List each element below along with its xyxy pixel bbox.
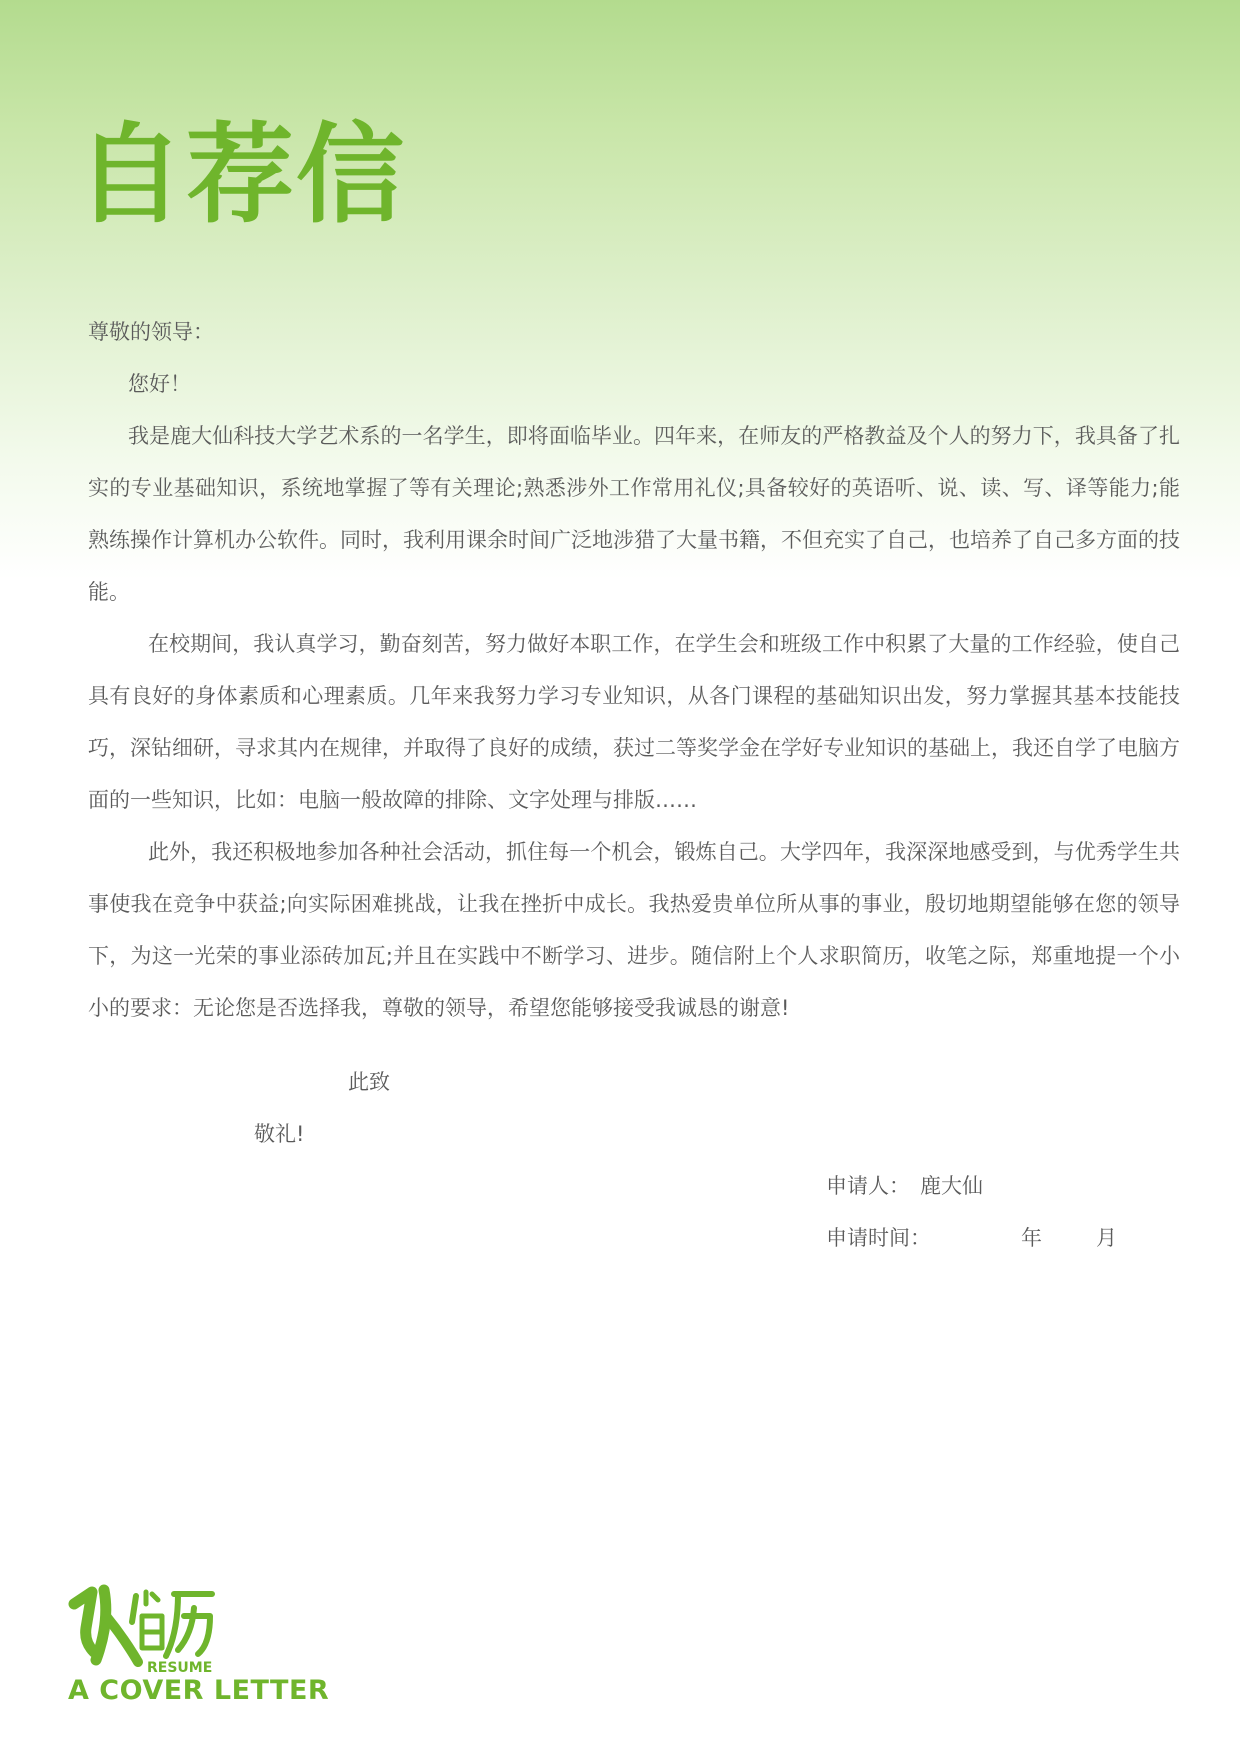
year-label: 年 (1021, 1226, 1042, 1250)
resume-logo-mark (66, 1582, 226, 1674)
month-label: 月 (1096, 1226, 1117, 1250)
letter-salutation: 尊敬的领导： (88, 320, 214, 344)
letter-paragraph-3: 此外，我还积极地参加各种社会活动，抓住每一个机会，锻炼自己。大学四年，我深深地感受到，与优秀学生共事使我在竞争中获益;向实际困难挑战，让我在挫折中成长。我热爱贵单位所从事的事业，殷切地期望能够在您的领导下，为这一光荣的事业添砖加瓦;并且在实践中不断学习、进步。随信附上个人求职简历，收笔之际，郑重地提一个小小的要求：无论您是否选择我，尊敬的领导，希望您能够接受我诚恳的谢意! (88, 840, 1180, 1020)
brand-logo (66, 1582, 330, 1706)
page-title: 自荐信 (76, 113, 407, 238)
letter-paragraph-2: 在校期间，我认真学习，勤奋刻苦，努力做好本职工作，在学生会和班级工作中积累了大量的工作经验，使自己具有良好的身体素质和心理素质。几年来我努力学习专业知识，从各门课程的基础知识出发，努力掌握其基本技能技巧，深钻细研，寻求其内在规律，并取得了良好的成绩，获过二等奖学金在学好专业知识的基础上，我还自学了电脑方面的一些知识，比如：电脑一般故障的排除、文字处理与排版…… (88, 632, 1180, 812)
applicant-label: 申请人： (826, 1174, 910, 1198)
applicant-line (826, 1170, 983, 1200)
date-label: 申请时间： (826, 1226, 931, 1250)
date-line (826, 1222, 1117, 1252)
letter-paragraph-1: 我是鹿大仙科技大学艺术系的一名学生，即将面临毕业。四年来，在师友的严格教益及个人的努力下，我具备了扎实的专业基础知识，系统地掌握了等有关理论;熟悉涉外工作常用礼仪;具备较好的英语听、说、读、写、译等能力;能熟练操作计算机办公软件。同时，我利用课余时间广泛地涉猎了大量书籍，不但充实了自己，也培养了自己多方面的技能。 (88, 424, 1180, 604)
closing-line-2: 敬礼! (254, 1122, 305, 1146)
logo-resume-word: RESUME (147, 1660, 213, 1674)
letter-greeting: 您好！ (128, 372, 191, 396)
letter-body (88, 306, 1180, 1034)
applicant-name: 鹿大仙 (920, 1174, 983, 1198)
logo-tagline: A COVER LETTER (68, 1675, 330, 1706)
closing-line-1: 此致 (348, 1070, 390, 1094)
